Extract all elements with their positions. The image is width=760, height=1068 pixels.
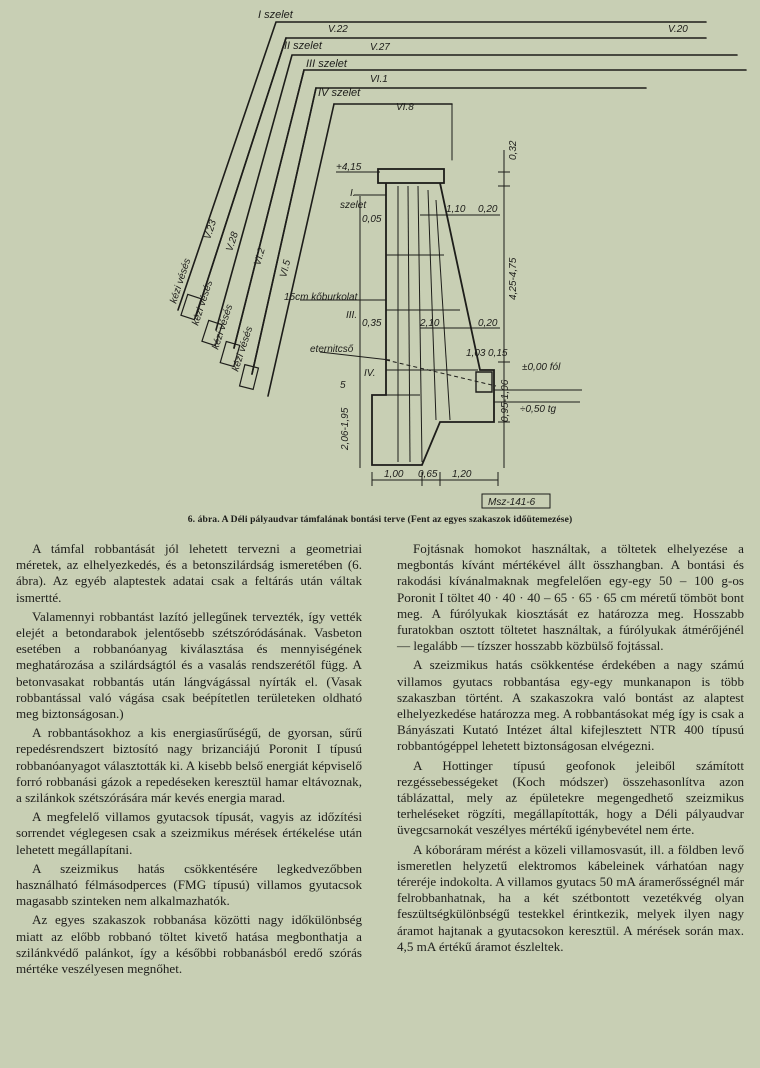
demolition-plan-figure bbox=[0, 0, 760, 512]
dim-020a: 0,20 bbox=[478, 204, 498, 215]
dim-032: 0,32 bbox=[508, 140, 519, 160]
paragraph: A Hottinger típusú geofonok jeleiből számított rezgéssebességeket (Koch módszer) összehasonlítva azon táblázattal, mely az épületekre megengedhető szeizmikus terheléseket rögzíti, megállapították, hogy a Déli pályaudvar üvegcsarnokát veszélyes mértékű igénybevétel nem érte. bbox=[397, 757, 744, 838]
dim-065: 0,65 bbox=[418, 469, 438, 480]
diagonal-label-1: V.23 bbox=[202, 218, 219, 241]
dim-120: 1,20 bbox=[452, 469, 472, 480]
dim-top-elev: +4,15 bbox=[336, 162, 362, 173]
left-column bbox=[16, 541, 362, 980]
paragraph: Fojtásnak homokot használtak, a töltetek elhelyezése a megbontás kívánt mértékével állt összhangban. A bontási és rakodási kívánalmaknak megfelelően egy-egy 50 – 100 g-os Poronit I töltet 40 · 40 · 40 – 65 · 65 · 65 cm méretű tömböt bont meg. A fúrólyukak kiosztását ez határozza meg. Hosszabb furatokban osztott töltetet használtak, a fúrólyukak átmérőjénél — legalább — tízszer hosszabb közbülső fojtással. bbox=[397, 541, 744, 654]
dim-elev-050: ÷0,50 tg bbox=[520, 404, 557, 415]
paragraph: Az egyes szakaszok robbanása közötti nagy időkülönbség miatt az előbb robbanó töltet kivető hatása megbonthatja a szilánkvédő palánkot, így a későbbi robbanásból eredő szórás mértéke veszélyesen megnőhet. bbox=[16, 912, 362, 977]
dim-5: 5 bbox=[340, 380, 346, 391]
dim-020b: 0,20 bbox=[478, 318, 498, 329]
phase-band-2-outer bbox=[196, 38, 286, 316]
phase-2-code: V.27 bbox=[370, 42, 390, 53]
paragraph: A kóboráram mérést a közeli villamosvasút, ill. a földben levő ismeretlen helyzetű elektromos kábeleinek várhatóan nagy téreréje indokolta. A villamos gyutacs 50 mA áramerősségnél már felrobbanhatnak, ha a két szétbontott vezetékvég olyan feszültségkülönbségű testekkel érintkezik, melyek ilyen nagy áramot hajtanak a gyutacsokon keresztül. A mérések során max. 4,5 mA értékű áramot észleltek. bbox=[397, 841, 744, 954]
paragraph: A szeizmikus hatás csökkentésére legkedvezőbben használható félmásodperces (FMG típusú) villamos gyutacsok magasabb szinteken nem alkalmazhatók. bbox=[16, 860, 362, 909]
dim-015: 0,15 bbox=[488, 348, 508, 359]
figure-caption: 6. ábra. A Déli pályaudvar támfalának bontási terve (Fent az egyes szakaszok időütemezése) bbox=[187, 514, 573, 525]
phase-1-code: V.22 bbox=[328, 24, 348, 35]
phase-1-label: I szelet bbox=[258, 9, 293, 21]
dim-425: 4,25-4,75 bbox=[508, 257, 519, 300]
diagonal-label-3: VI.2 bbox=[252, 246, 268, 267]
paragraph: A megfelelő villamos gyutacsok típusát, vagyis az időzítési sorrendet véglegesen csak a szeizmikus mérések értékelése után lehetett megállapítani. bbox=[16, 809, 362, 857]
section-1-sub: szelet bbox=[340, 200, 367, 211]
phase-1-code-end: V.20 bbox=[668, 24, 688, 35]
hand-chisel-block-4 bbox=[240, 365, 259, 390]
hand-chisel-label-3: kézi vésés bbox=[210, 303, 236, 351]
phase-band-3-inner bbox=[234, 70, 304, 348]
phase-3-code: VI.1 bbox=[370, 74, 388, 85]
phase-band-1-outer bbox=[178, 22, 706, 310]
hand-chisel-label-2: kézi vésés bbox=[190, 279, 216, 327]
right-column bbox=[397, 541, 744, 958]
section-3-label: III. bbox=[346, 310, 358, 321]
dim-110: 1,10 bbox=[446, 204, 466, 215]
hand-chisel-label-1: kézi vésés bbox=[168, 257, 194, 305]
phase-3-label: III szelet bbox=[306, 58, 347, 70]
paragraph: Valamennyi robbantást lazító jellegűnek tervezték, így vették elejét a betondarabok jelentősebb szétszóródásának. Vasbeton esetében a robbanóanyag kiválasztása és mennyiségének meghatározása a szilárdságtól és a vasalás rendszerétől függ. A betonvasakat robbantás után lángvágással nyírták el. (Vasak robbantással való vágása csak beépítetlen területeken oldható meg biztonságosan.) bbox=[16, 608, 362, 722]
dim-005: 0,05 bbox=[362, 214, 382, 225]
paragraph: A szeizmikus hatás csökkentése érdekében a nagy számú villamos gyutacs robbantása egy-egy munkanapon is több szakaszban történt. A szakaszokra való bontást az alaptest elhelyezkedése határozza meg. A robbantásokat még így is csak a Bányászati Kutató Intézet által kifejlesztett NTR 400 típusú robbantógéppel lehetett biztonságosan elvégezni. bbox=[397, 657, 744, 754]
dim-206: 2,06-1,95 bbox=[340, 407, 351, 450]
phase-4-label: IV szelet bbox=[318, 87, 361, 99]
phase-4-code: VI.8 bbox=[396, 102, 414, 113]
dim-035: 0,35 bbox=[362, 318, 382, 329]
phase-2-label: II szelet bbox=[284, 40, 322, 52]
dim-100: 1,00 bbox=[384, 469, 404, 480]
dim-elev-000: ±0,00 fól bbox=[522, 362, 561, 373]
phase-band-2-inner bbox=[216, 55, 737, 330]
wall-cap bbox=[378, 169, 444, 183]
phase-band-4-inner bbox=[252, 88, 316, 374]
paragraph: A robbantásokhoz a kis energiasűrűségű, de gyorsan, sűrű repedésrendszert biztosító nagy brizanciájú Poronit I típusú robbanóanyagot választották ki. A kisebb belső energiát képviselő forró robbanási gázok a repedéseken keresztül hamar eltávoznak, a szilánkok szétszórására már kevés energia marad. bbox=[16, 725, 362, 806]
dim-210: 2,10 bbox=[420, 318, 440, 329]
stamp-label: Msz-141-6 bbox=[488, 497, 536, 508]
kobur-label: 15cm kőburkolat bbox=[284, 292, 358, 303]
section-4-label: IV. bbox=[364, 368, 376, 379]
paragraph: A támfal robbantását jól lehetett tervezni a geometriai méretek, az elhelyezkedés, és a betonszilárdság ismeretében (6. ábra). Az egyéb alaptestek adatai csak a feltárás után váltak ismertté. bbox=[16, 541, 362, 605]
diagonal-label-2: V.28 bbox=[224, 230, 241, 253]
hand-chisel-label-4: kézi vésés bbox=[230, 325, 256, 373]
dim-103: 1,03 bbox=[466, 348, 486, 359]
eternit-label: eternitcső bbox=[310, 344, 354, 355]
dim-095: 0,95-1,06 bbox=[500, 379, 511, 422]
diagonal-label-4: VI.5 bbox=[278, 258, 294, 279]
section-1-label: I. bbox=[350, 188, 356, 199]
